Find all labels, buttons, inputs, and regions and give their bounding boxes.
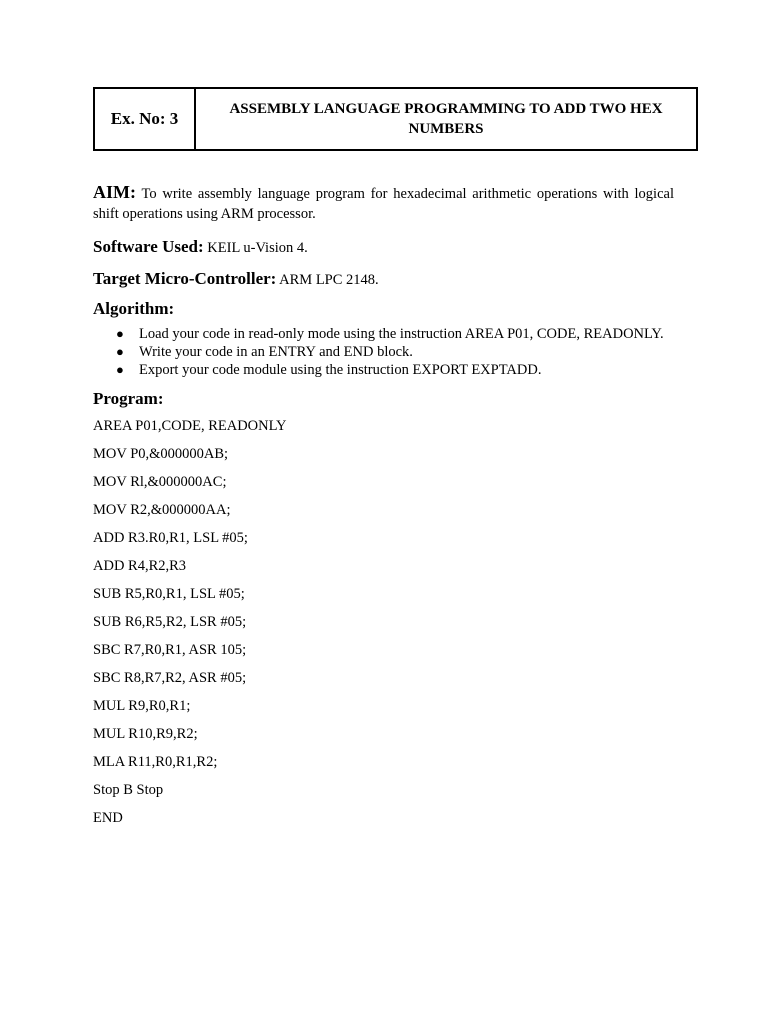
code-line: MUL R10,R9,R2; (93, 726, 198, 742)
algorithm-step: Write your code in an ENTRY and END block. (139, 344, 413, 360)
code-line: ADD R3.R0,R1, LSL #05; (93, 530, 248, 546)
bullet-icon: ● (116, 344, 124, 359)
exercise-header-table (93, 87, 698, 151)
software-value: KEIL u-Vision 4. (207, 240, 308, 256)
algorithm-list (93, 325, 674, 379)
code-line: SUB R6,R5,R2, LSR #05; (93, 614, 247, 630)
aim-label: AIM: (93, 182, 136, 202)
code-line: MUL R9,R0,R1; (93, 698, 191, 714)
aim-text: To write assembly language program for hexadecimal arithmetic operations with logical shift operations using ARM processor. (93, 186, 674, 222)
code-line: Stop B Stop (93, 782, 164, 798)
document-body (93, 182, 674, 837)
program-heading: Program: (93, 389, 164, 408)
list-item (116, 361, 674, 379)
code-line: AREA P01,CODE, READONLY (93, 418, 287, 434)
exercise-number: Ex. No: 3 (95, 89, 196, 149)
code-line: MOV R2,&000000AA; (93, 502, 231, 518)
exercise-title: ASSEMBLY LANGUAGE PROGRAMMING TO ADD TWO HEX NUMBERS (229, 101, 663, 137)
target-microcontroller (93, 269, 674, 289)
code-line: MOV Rl,&000000AC; (93, 474, 227, 490)
target-value: ARM LPC 2148. (279, 272, 379, 288)
bullet-icon: ● (116, 362, 124, 377)
algorithm-step: Load your code in read-only mode using the instruction AREA P01, CODE, READONLY. (139, 326, 664, 342)
code-line: MOV P0,&000000AB; (93, 446, 229, 462)
algorithm-step: Export your code module using the instruction EXPORT EXPTADD. (139, 362, 542, 378)
program-code (93, 417, 674, 837)
list-item (116, 325, 674, 343)
code-line: SBC R7,R0,R1, ASR 105; (93, 642, 247, 658)
code-line: SBC R8,R7,R2, ASR #05; (93, 670, 247, 686)
code-line: END (93, 810, 123, 826)
target-label: Target Micro-Controller: (93, 269, 277, 288)
code-line: ADD R4,R2,R3 (93, 558, 187, 574)
software-label: Software Used: (93, 237, 204, 256)
aim-paragraph (93, 182, 674, 224)
bullet-icon: ● (116, 326, 124, 341)
list-item (116, 343, 674, 361)
algorithm-heading: Algorithm: (93, 299, 175, 318)
code-line: SUB R5,R0,R1, LSL #05; (93, 586, 245, 602)
software-used (93, 237, 674, 257)
code-line: MLA R11,R0,R1,R2; (93, 754, 218, 770)
